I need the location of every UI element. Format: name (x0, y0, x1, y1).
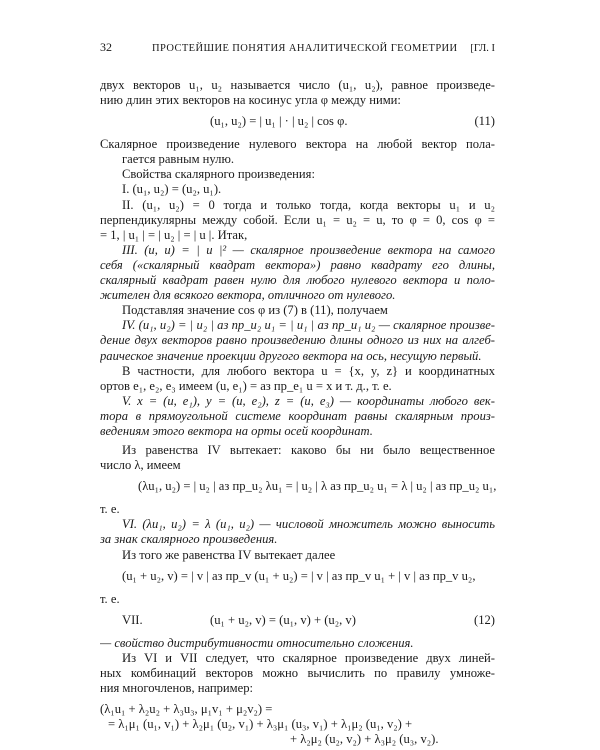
running-header (100, 40, 495, 56)
paragraph-line: Скалярное произведение нулевого вектора на любой вектор пола- (100, 137, 495, 152)
formula-text: (u₁ + u₂, v) = (u₁, v) + (u₂, v) (210, 612, 356, 627)
final-formula-line: = λ₁μ₁ (u₁, v₁) + λ₂μ₁ (u₂, v₁) + λ₃μ₁ (u₃, v₁) + λ₁μ₂ (u₁, v₂) + (108, 717, 413, 732)
property-4-line: раическое значение проекции другого вектора на ось, несущую первый. (100, 348, 482, 363)
te-label: т. е. (100, 502, 120, 517)
paragraph-line: двух векторов u₁, u₂ называется число (u₁, u₂), равное произведе- (100, 78, 495, 92)
formula-12 (100, 613, 495, 630)
final-formula-line: (λ₁u₁ + λ₂u₂ + λ₃u₃, μ₁v₁ + μ₂v₂) = (100, 702, 273, 717)
property-5-line: V. x = (u, e₁), y = (u, e₂), z = (u, e₃) — координаты любого век- (122, 393, 495, 408)
property-4-line: дение двух векторов равно произведению длины одного из них на алгеб- (100, 333, 495, 348)
property-6-line: за знак скалярного произведения. (100, 532, 278, 547)
property-4-line: IV. (u₁, u₂) = | u₂ | аз пр_u₂ u₁ = | u₁ | аз пр_u₁ u₂ — скалярное произве- (122, 318, 495, 333)
paragraph-line: В частности, для любого вектора u = {x, y, z} и координатных (122, 363, 495, 378)
property-6-line: VI. (λu₁, u₂) = λ (u₁, u₂) — числовой множитель можно выносить (122, 517, 495, 532)
final-formula-line: + λ₂μ₂ (u₂, v₂) + λ₃μ₂ (u₃, v₂). (290, 732, 439, 747)
paragraph-line: Из VI и VII следует, что скалярное произведение двух линей- (122, 650, 495, 665)
formula-lambda (100, 479, 495, 496)
formula-sum (100, 569, 495, 586)
property-3-line: жителен для всякого вектора, отличного от нулевого. (100, 288, 396, 303)
running-title: ПРОСТЕЙШИЕ ПОНЯТИЯ АНАЛИТИЧЕСКОЙ ГЕОМЕТРИИ (152, 43, 458, 54)
equation-number: (12) (474, 612, 495, 627)
property-1: I. (u₁, u₂) = (u₂, u₁). (122, 182, 222, 197)
book-page (100, 40, 495, 747)
property-3-line: III. (u, u) = | u |² — скалярное произведение вектора на самого (122, 242, 495, 257)
chapter-label: [ГЛ. I (470, 43, 495, 54)
paragraph-line: Из того же равенства IV вытекает далее (122, 547, 336, 562)
page-number: 32 (100, 40, 112, 54)
formula-text: (u₁, u₂) = | u₁ | · | u₂ | cos φ. (210, 114, 348, 129)
paragraph-line: гается равным нулю. (122, 152, 235, 167)
formula-text: (u₁ + u₂, v) = | v | аз пр_v (u₁ + u₂) = | v | аз пр_v u₁ + | v | аз пр_v u₂, (122, 568, 476, 583)
property-2-line: = 1, | u₁ | = | u₂ | = | u |. Итак, (100, 227, 248, 242)
paragraph-line: Из равенства IV вытекает: каково бы ни было вещественное (122, 443, 495, 458)
property-3-line: скалярный квадрат равен нулю для любого нулевого вектора и поло- (100, 273, 495, 288)
equation-number: (11) (474, 114, 495, 129)
property-2-line: перпендикулярны между собой. Если u₁ = u₂ = u, то φ = 0, cos φ = (100, 212, 495, 227)
formula-text: (λu₁, u₂) = | u₂ | аз пр_u₂ λu₁ = | u₂ | λ аз пр_u₂ u₁ = λ | u₂ | аз пр_u₂ u₁, (138, 479, 497, 494)
property-5-line: тора в прямоугольной системе координат равны скалярным произ- (100, 408, 495, 423)
paragraph-line: нию длин этих векторов на косинус угла φ между ними: (100, 93, 401, 108)
paragraph-line: Свойства скалярного произведения: (122, 167, 315, 182)
te-label: т. е. (100, 591, 120, 606)
formula-11 (100, 114, 495, 131)
paragraph-line: Подставляя значение cos φ из (7) в (11), получаем (122, 303, 388, 318)
property-2-line: II. (u₁, u₂) = 0 тогда и только тогда, когда векторы u₁ и u₂ (122, 197, 495, 212)
property-7-label: VII. (122, 612, 143, 627)
property-3-line: себя («скалярный квадрат вектора») равно квадрату его длины, (100, 257, 495, 272)
paragraph-line: ния многочленов, например: (100, 681, 254, 695)
paragraph-line: ных комбинаций векторов можно вычислить по правилу умноже- (100, 665, 495, 680)
paragraph-line: — свойство дистрибутивности относительно сложения. (100, 635, 414, 650)
paragraph-line: число λ, имеем (100, 458, 181, 473)
property-5-line: ведениям этого вектора на орты осей координат. (100, 423, 373, 438)
paragraph-line: ортов e₁, e₂, e₃ имеем (u, e₁) = аз пр_e₁ u = x и т. д., т. е. (100, 378, 392, 393)
